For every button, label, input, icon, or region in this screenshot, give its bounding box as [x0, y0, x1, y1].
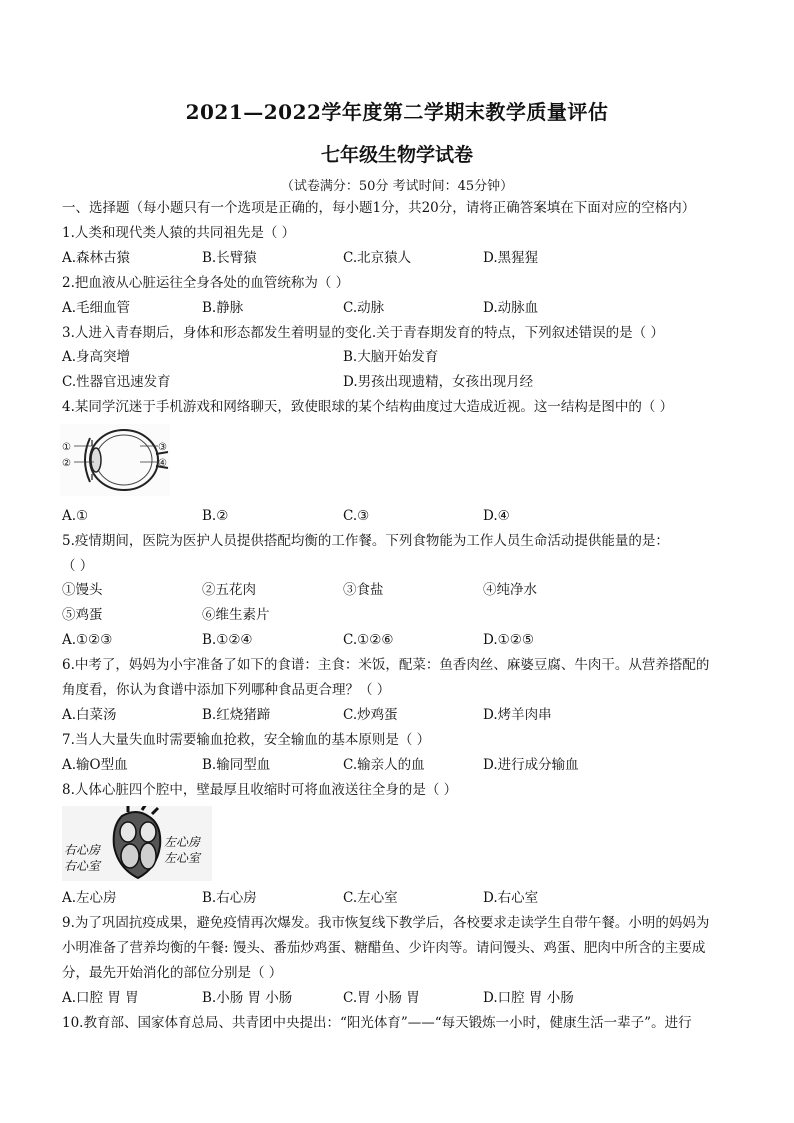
question-1-option-c: C.北京猿人 [343, 250, 412, 266]
heart-label-right-ventricle: 右心室 [64, 859, 101, 873]
question-3-option-b: B.大脑开始发育 [343, 349, 439, 365]
section-heading: 一、选择题（每小题只有一个选项是正确的，每小题1分，共20分，请将正确答案填在下面对应的空格内） [62, 200, 696, 216]
question-5-option-a: A.①②③ [62, 632, 113, 648]
question-2-option-b: B.静脉 [202, 300, 244, 316]
question-8-option-c: C.左心室 [343, 890, 398, 906]
eye-label-1: ① [62, 442, 71, 453]
question-5-stem: 5.疫情期间，医院为医护人员提供搭配均衡的工作餐。下列食物能为工作人员生命活动提供能量的是： [62, 533, 669, 549]
question-5-food-5: ⑤鸡蛋 [62, 607, 103, 623]
question-10-stem: 10.教育部、国家体育总局、共青团中央提出：“阳光体育”——“每天锻炼一小时，健康生活一辈子”。进行 [62, 1015, 692, 1031]
exam-title: 2021—2022学年度第二学期末教学质量评估 [185, 100, 609, 124]
question-2-option-a: A.毛细血管 [62, 300, 131, 316]
question-8-option-a: A.左心房 [62, 890, 117, 906]
question-5-food-6: ⑥维生素片 [202, 607, 270, 623]
question-6-stem-line1: 6.中考了，妈妈为小宇准备了如下的食谱：主食：米饭，配菜：鱼香肉丝、麻婆豆腐、牛肉干。从营养搭配的 [62, 657, 710, 673]
question-9-option-b: B.小肠 胃 小肠 [202, 990, 293, 1006]
question-7-option-a: A.输O型血 [62, 757, 128, 773]
question-6-option-c: C.炒鸡蛋 [343, 707, 398, 723]
question-7-option-b: B.输同型血 [202, 757, 271, 773]
question-6-option-d: D.烤羊肉串 [483, 707, 552, 723]
question-4-option-d: D.④ [483, 508, 510, 524]
question-3-option-a: A.身高突增 [62, 349, 131, 365]
question-4-stem: 4.某同学沉迷于手机游戏和网络聊天，致使眼球的某个结构曲度过大造成近视。这一结构是图中的（ ） [62, 399, 674, 415]
question-9-option-d: D.口腔 胃 小肠 [483, 990, 574, 1006]
question-8-option-d: D.右心室 [483, 890, 539, 906]
question-8-option-b: B.右心房 [202, 890, 257, 906]
question-5-food-3: ③食盐 [343, 582, 384, 598]
question-3-option-c: C.性器官迅速发育 [62, 374, 171, 390]
question-5-food-1: ①馒头 [62, 582, 103, 598]
question-7-option-d: D.进行成分输血 [483, 757, 579, 773]
question-7-option-c: C.输亲人的血 [343, 757, 425, 773]
question-2-stem: 2.把血液从心脏运往全身各处的血管统称为（ ） [62, 275, 350, 291]
eye-diagram [60, 424, 170, 496]
question-9-stem-line2: 小明准备了营养均衡的午餐: 馒头、番茄炒鸡蛋、糖醋鱼、少许肉等。请问馒头、鸡蛋、肥肉中所含的主要成 [62, 940, 706, 956]
question-1-stem: 1.人类和现代类人猿的共同祖先是（ ） [62, 225, 296, 241]
question-6-stem-line2: 角度看，你认为食谱中添加下列哪种食品更合理？（ ） [62, 682, 391, 698]
eye-diagram-svg [60, 424, 170, 496]
heart-diagram-svg [62, 806, 212, 881]
exam-subtitle: 七年级生物学试卷 [320, 144, 473, 166]
question-9-stem-line3: 分，最先开始消化的部位分别是（ ） [62, 965, 283, 981]
question-4-option-b: B.② [202, 508, 229, 524]
question-9-stem-line1: 9.为了巩固抗疫成果，避免疫情再次爆发。我市恢复线下教学后，各校要求走读学生自带午餐。小明的妈妈为 [62, 915, 710, 931]
question-5-option-c: C.①②⑥ [343, 632, 394, 648]
exam-info: （试卷满分：50分 考试时间：45分钟） [280, 179, 514, 194]
question-9-option-c: C.胃 小肠 胃 [343, 990, 420, 1006]
question-7-stem: 7.当人大量失血时需要输血抢救，安全输血的基本原则是（ ） [62, 732, 431, 748]
heart-label-left-ventricle: 左心室 [164, 851, 201, 865]
question-6-option-a: A.白菜汤 [62, 707, 117, 723]
question-5-food-2: ②五花肉 [202, 582, 256, 598]
question-4-option-c: C.③ [343, 508, 370, 524]
heart-label-left-atrium: 左心房 [164, 835, 201, 849]
question-2-option-c: C.动脉 [343, 300, 385, 316]
eye-label-3: ③ [158, 442, 167, 453]
question-1-option-d: D.黑猩猩 [483, 250, 539, 266]
question-5-option-d: D.①②⑤ [483, 632, 534, 648]
question-1-option-a: A.森林古猿 [62, 250, 131, 266]
question-9-option-a: A.口腔 胃 胃 [62, 990, 139, 1006]
eye-label-4: ④ [158, 458, 167, 469]
question-5-food-4: ④纯净水 [483, 582, 537, 598]
question-5-paren: （ ） [62, 558, 94, 574]
question-6-option-b: B.红烧猪蹄 [202, 707, 271, 723]
question-8-stem: 8.人体心脏四个腔中，壁最厚且收缩时可将血液送往全身的是（ ） [62, 782, 458, 798]
question-3-option-d: D.男孩出现遗精，女孩出现月经 [343, 374, 534, 390]
question-2-option-d: D.动脉血 [483, 300, 539, 316]
question-1-option-b: B.长臂猿 [202, 250, 257, 266]
eye-label-2: ② [62, 458, 71, 469]
question-3-stem: 3.人进入青春期后，身体和形态都发生着明显的变化.关于青春期发育的特点，下列叙述错误的是（ ） [62, 325, 664, 341]
heart-label-right-atrium: 右心房 [64, 843, 101, 857]
question-4-option-a: A.① [62, 508, 89, 524]
heart-diagram [62, 806, 212, 881]
question-5-option-b: B.①②④ [202, 632, 253, 648]
